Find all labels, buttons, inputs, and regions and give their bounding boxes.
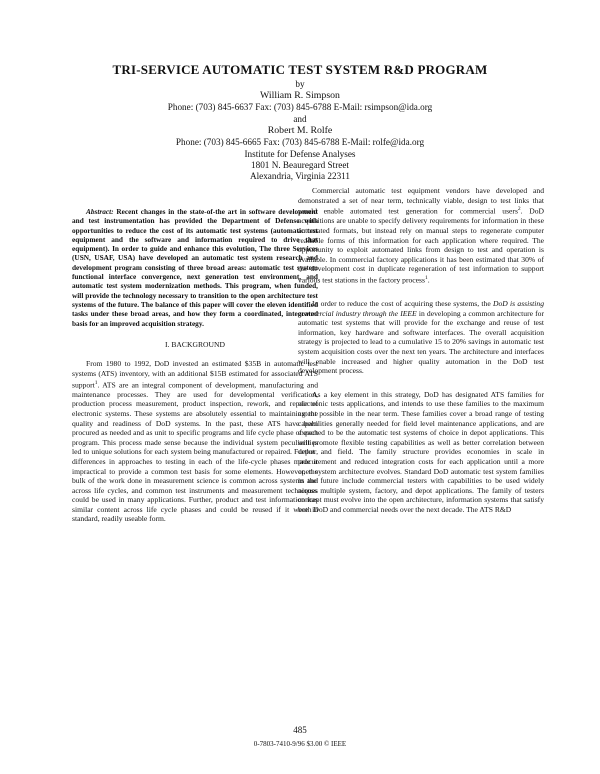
author-2-contact: Phone: (703) 845-6665 Fax: (703) 845-6788 E-Mail: rolfe@ida.org: [175, 137, 425, 147]
cost-text-b: in developing a common architecture for automatic test systems that will provide for the exchange and reuse of test information, key hardware and software interfaces. The overall acquisition strategy is projected to lead to a cumulative 15 to 20% savings in automatic test system acquisition costs over the next ten years. The architecture and interfaces will enable increased and higher quality automation in the DoD test development process.: [298, 308, 544, 376]
cost-text-a: In order to reduce the cost of acquiring these systems, the: [312, 299, 493, 308]
footnote-ref-1b: 1: [424, 274, 428, 281]
cost-reduction-paragraph: [298, 299, 544, 376]
abstract-text: Recent changes in the state-of-the art in software development and test instrumentation has provided the Department of Defense with opportunities to reduce the cost of its automatic test systems (automatic test equipment and the software and information required to drive that equipment). In order to guide and enhance this evolution, The three Services (USN, USAF, USA) have developed an automatic test system research and development program consisting of three broad areas: automatic test system functional interface convergence, next generation test environment, and automatic test system modernization methods. This program, when funded, will provide the technology necessary to transition to the open architecture test systems of the future. The balance of this paper will cover the eleven identified tasks under these broad areas, and how they form a coordinated, integrated basis for an improved acquisition strategy.: [72, 207, 318, 328]
abstract-label: Abstract:: [86, 207, 114, 216]
commercial-text-c: .: [427, 275, 430, 285]
ats-families-paragraph: As a key element in this strategy, DoD has designated ATS families for electronic tests applications, and intends to use these families to the maximum extent possible in the near term. These families cover a broad range of testing capabilities generally needed for field level maintenance applications, and are expected to be the automatic test systems of choice in depot applications. This will promote flexible testing capabilities as well as better correlation between depot and field. The family structure provides economies in scale in procurement and reduced integration costs for each application until a more open system architecture evolves. Standard DoD automatic test system families in the future include commercial testers with capabilities to be used widely across multiple system, factory, and depot applications. The family of testers concept must evolve into the open architecture, information systems that satisfy both DoD and commercial needs over the next decade. The ATS R&D: [298, 389, 544, 514]
institution: Institute for Defense Analyses: [244, 149, 356, 159]
right-column: [298, 186, 544, 514]
and-line: and: [293, 114, 307, 124]
background-text-a: From 1980 to 1992, DoD invested an estimated $35B in automatic test systems (ATS) inventory, with an additional $15B estimated for associated ATS support: [72, 359, 318, 390]
city-address: Alexandria, Virginia 22311: [249, 171, 351, 181]
author-1-name: William R. Simpson: [260, 90, 340, 101]
commercial-text-a: Commercial automatic test equipment vendors have developed and demonstrated a set of near term, technically viable, design to test links that would enable automated test generation for commercial users: [298, 186, 544, 216]
by-line: by: [295, 79, 305, 89]
section-heading-background: I. BACKGROUND: [165, 339, 225, 349]
author-1-contact: Phone: (703) 845-6637 Fax: (703) 845-6788 E-Mail: rsimpson@ida.org: [167, 102, 433, 112]
background-text-b: . ATS are an integral component of development, manufacturing and maintenance processes. They are used for developmental verification, production process measurement, product inspection, rework, and repair of electronic systems. These systems are absolutely essential to maintaining the quality and readiness of DoD systems. In the past, these ATS have been procured as needed and as unit to specific programs and life cycle phase of each program. This process made sense because the individual system peculiarities led to unique solutions for each system being manufactured or repaired. Further, differences in approaches to testing in each of the life-cycle phases made it impractical to provide a common test basis for some elements. However, the bulk of the work done in measurement science is common across systems and across life cycles, and common test instruments and measurement techniques could be used in many applications. Further, product and test information has similar content across life cycle phases and could be reused if it were in standard, readily useable form.: [72, 380, 318, 524]
abstract-paragraph: [72, 207, 318, 328]
footnote-ref-2: 2: [517, 206, 521, 213]
copyright-code: 0-7803-7410-9/96 $3.00 © IEEE: [253, 740, 347, 748]
paper-title: TRI-SERVICE AUTOMATIC TEST SYSTEM R&D PROGRAM: [112, 62, 488, 77]
left-column: [72, 207, 318, 524]
page-number: 485: [293, 725, 307, 735]
cost-text-italic: DoD is assisting commercial industry through the IEEE: [298, 299, 544, 318]
author-2-name: Robert M. Rolfe: [267, 125, 333, 136]
commercial-text-b: . DoD acquisitions are unable to specify delivery requirements for information in these automated formats, but instead rely on manual steps to regenerate computer readable forms of this information for each application where required. The opportunity to exploit automated links from design to test and operation is available. In commercial factory applications it has been estimated that 30% of the development cost in duplicate regeneration of test information to support various test stations in the factory process: [298, 206, 544, 285]
background-paragraph: [72, 359, 318, 524]
commercial-paragraph: [298, 186, 544, 285]
footnote-ref-1: 1: [94, 379, 98, 386]
street-address: 1801 N. Beauregard Street: [251, 160, 349, 170]
